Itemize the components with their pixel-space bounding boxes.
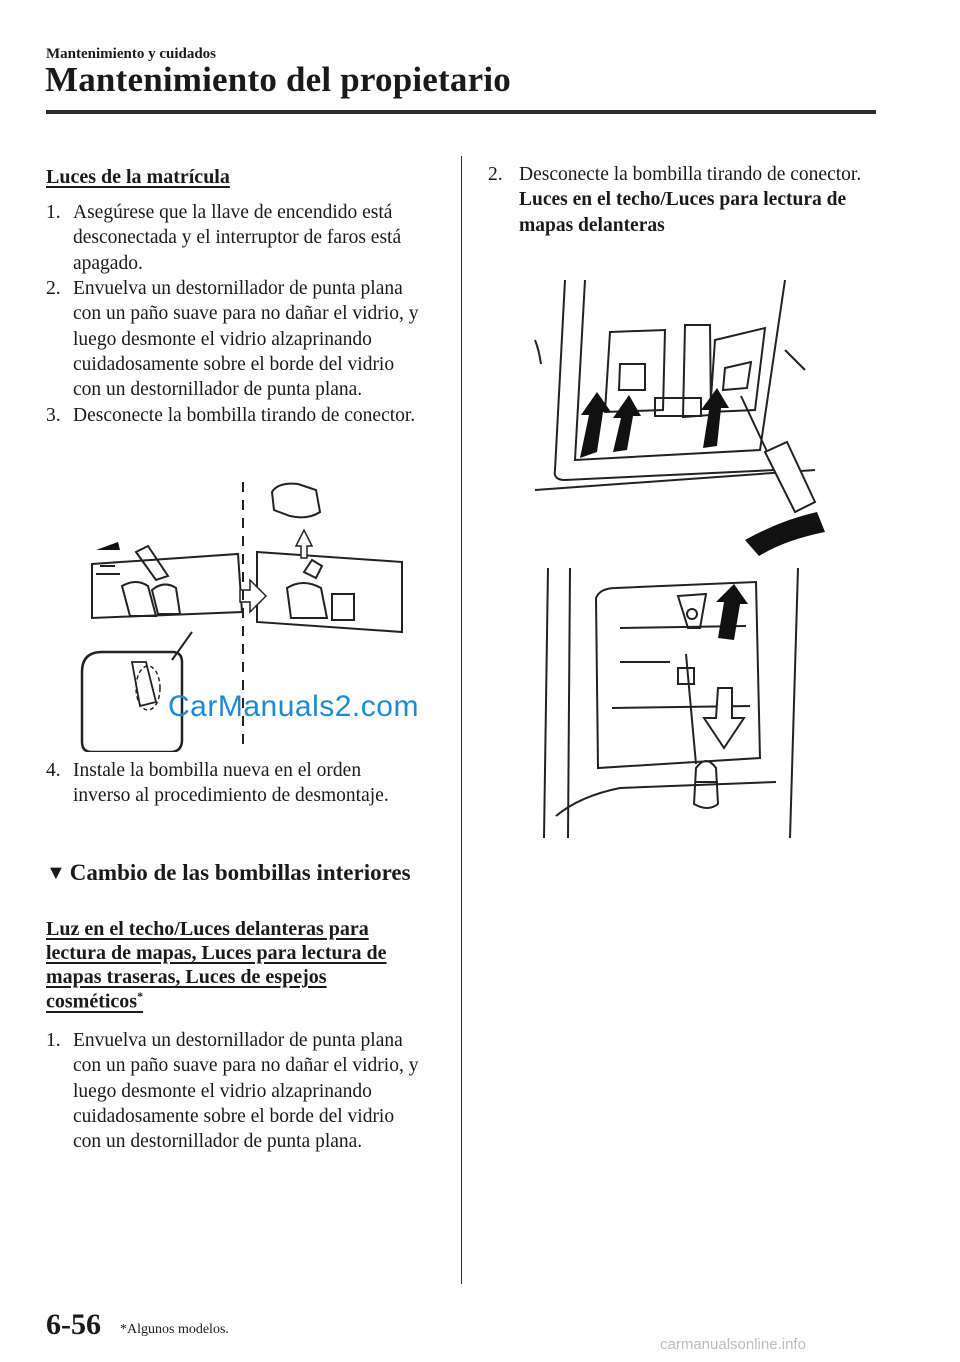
arrow-up-icon: [296, 530, 312, 558]
page-number: 6-56: [46, 1308, 101, 1341]
arrow-up-icon: [716, 584, 748, 640]
arrow-up-icon: [701, 388, 729, 448]
right-steps-list: [488, 162, 869, 238]
overhead-light-illustration: [525, 280, 825, 560]
step-number: 2.: [46, 278, 61, 300]
footnote: *Algunos modelos.: [120, 1322, 229, 1337]
step-text: Envuelva un destornillador de punta plana con un paño suave para no dañar el vidrio, y luego desmonte el vidrio alzaprinando cuidadosamente sobre el borde del vidrio con un destornillador de punta plana.: [73, 278, 419, 401]
list-item: [46, 200, 423, 276]
removed-lens: [272, 484, 320, 518]
step-text: Desconecte la bombilla tirando de conector.: [73, 404, 416, 426]
list-item: [46, 276, 423, 403]
list-item: [46, 758, 423, 809]
screwdriver-left: [136, 546, 168, 580]
list-item: [488, 162, 869, 238]
bulb-connector: [304, 560, 322, 578]
arrow-down-icon: [704, 688, 744, 748]
footnote-mark: *: [137, 989, 144, 1003]
step-subheading: Luces en el techo/Luces para lectura de mapas delanteras: [519, 189, 847, 236]
step-text: Instale la bombilla nueva en el orden inverso al procedimiento de desmontaje.: [73, 760, 389, 807]
step-number: 2.: [488, 164, 503, 185]
watermark-carmanuals2: CarManuals2.com: [168, 690, 419, 723]
section-label: Mantenimiento y cuidados: [46, 46, 217, 62]
screwdriver-icon: [765, 442, 815, 512]
interior-bulbs-heading-text: Cambio de las bombillas interiores: [69, 860, 411, 885]
license-lens-housing-right: [257, 552, 402, 632]
step-number: 3.: [46, 404, 61, 426]
interior-subheading: [46, 917, 411, 1014]
license-step4-list: [46, 758, 423, 809]
step-text: Desconecte la bombilla tirando de conector.: [519, 164, 862, 185]
interior-subheading-text: Luz en el techo/Luces delanteras para lectura de mapas, Luces para lectura de mapas traseras, Luces de espejos cosméticos: [46, 918, 387, 1013]
list-item: [46, 1028, 423, 1155]
title-rule: [46, 110, 876, 114]
step-text: Envuelva un destornillador de punta plana con un paño suave para no dañar el vidrio, y luego desmonte el vidrio alzaprinando cuidadosamente sobre el borde del vidrio con un destornillador de punta plana.: [73, 1030, 419, 1153]
interior-steps-list: [46, 1028, 423, 1155]
step-number: 1.: [46, 1030, 61, 1051]
triangle-down-icon: ▼: [46, 861, 66, 884]
step-number: 1.: [46, 202, 61, 223]
column-divider: [461, 156, 462, 1284]
bulb-removal-illustration: [520, 568, 820, 848]
curved-arrow-icon: [745, 512, 825, 556]
step-text: Asegúrese que la llave de encendido está desconectada y el interruptor de faros está apagado.: [73, 202, 402, 274]
interior-bulbs-heading: [46, 860, 411, 886]
watermark-carmanualsonline: carmanualsonline.info: [660, 1336, 806, 1353]
step-number: 4.: [46, 760, 61, 781]
license-lens-housing-left: [92, 554, 242, 618]
page-title: Mantenimiento del propietario: [45, 60, 511, 99]
list-item: [46, 403, 423, 428]
license-light-heading: Luces de la matrícula: [46, 166, 230, 188]
arrow-left-icon: [96, 542, 120, 550]
arrow-up-icon: [613, 395, 641, 452]
license-steps-list: [46, 200, 423, 428]
